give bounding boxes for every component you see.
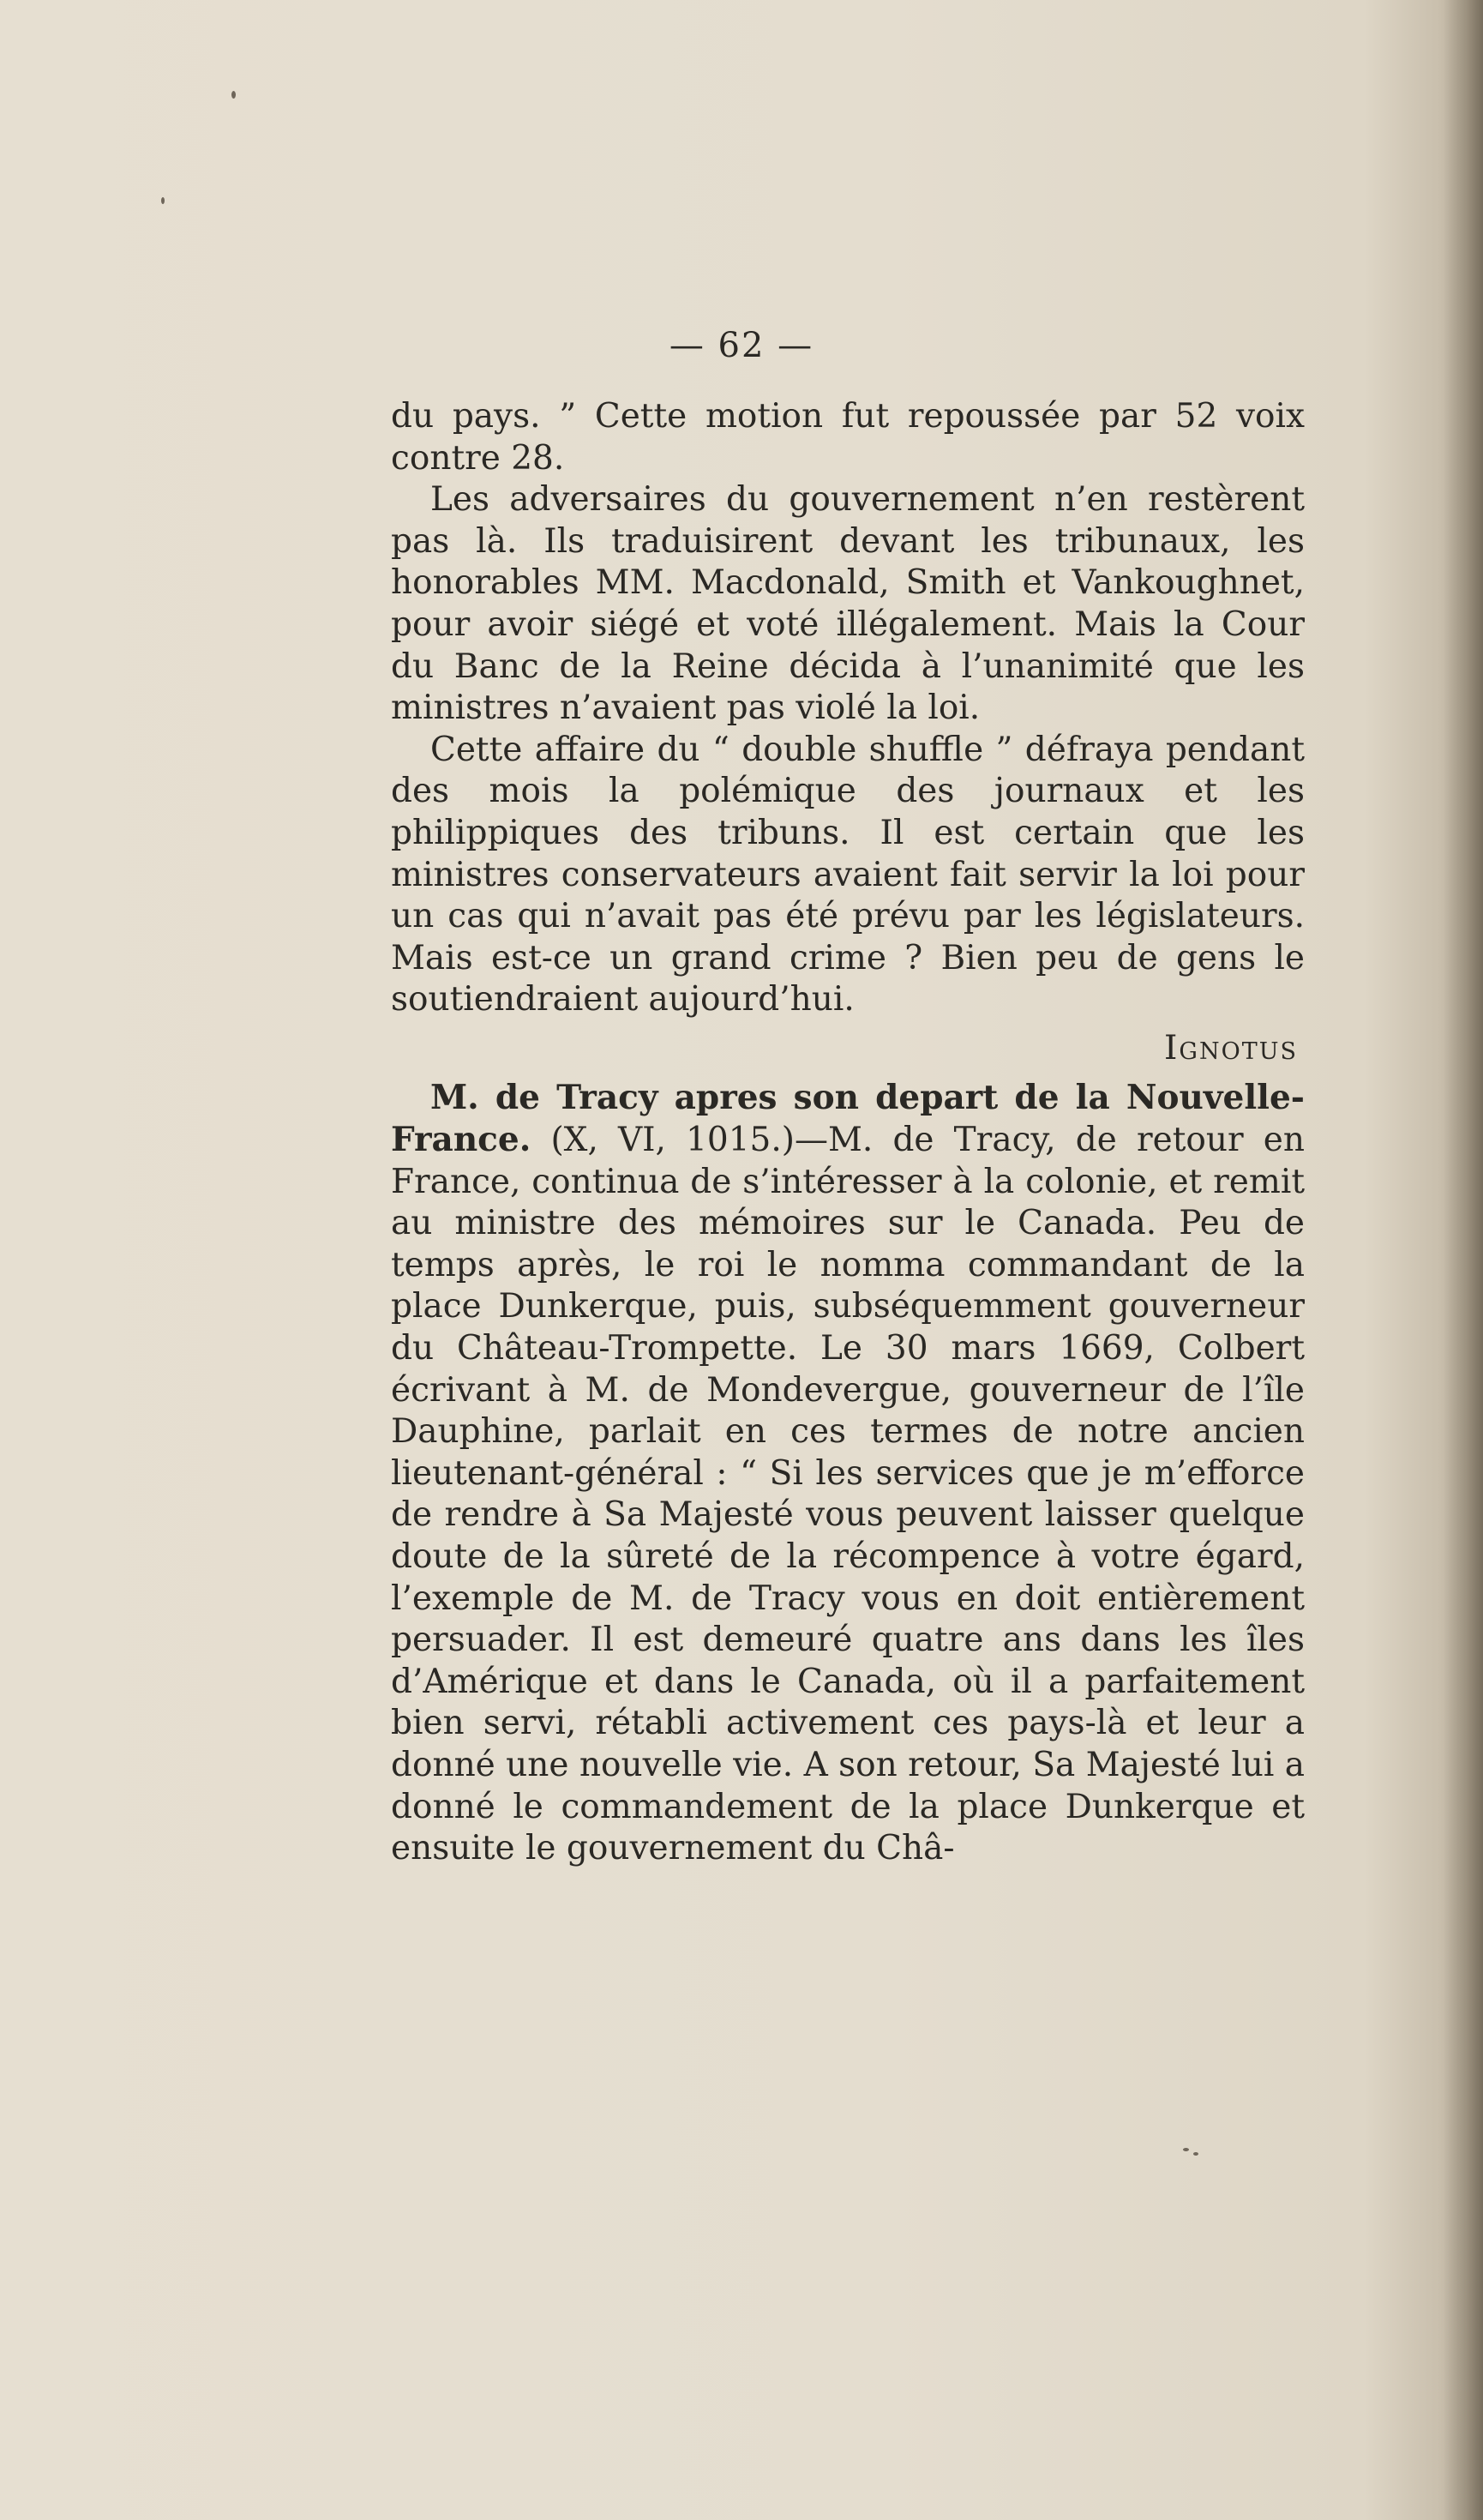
book-spine-shadow	[1444, 0, 1483, 2520]
paragraph: Les adversaires du gouvernement n’en restèrent pas là. Ils traduisirent devant les tribunaux, les honorables MM. Macdonald, Smith et Vankoughnet, pour avoir siégé et voté illégalement. Mais la Cour du Banc de la Reine décida à l’unanimité que les ministres n’avaient pas violé la loi.	[391, 480, 1305, 728]
paper-speck	[231, 91, 236, 99]
page-number: — 62 —	[669, 326, 814, 365]
paper-speck	[161, 197, 165, 204]
paper-speck	[1183, 2148, 1189, 2151]
article-paragraph	[391, 1077, 1305, 1870]
author-signature: Ignotus	[1164, 1028, 1298, 1068]
paragraph: Cette affaire du “ double shuffle ” défraya pendant des mois la polémique des journaux et les philippiques des tribuns. Il est certain que les ministres conservateurs avaient fait servir la loi pour un cas qui n’avait pas été prévu par les législateurs. Mais est-ce un grand crime ? Bien peu de gens le soutiendraient aujourd’hui.	[391, 730, 1305, 1019]
paper-speck	[1193, 2152, 1198, 2156]
article-reference: (X, VI, 1015.)—	[531, 1121, 828, 1160]
article-heading: M. de Tracy apres son depart de la Nouvelle-France.	[391, 1077, 1305, 1160]
article-body: M. de Tracy, de retour en France, continua de s’intéresser à la colonie, et remit au ministre des mémoires sur le Canada. Peu de temps après, le roi le nomma commandant de la place Dunkerque, puis, subséquemment gouverneur du Château-Trompette. Le 30 mars 1669, Colbert écrivant à M. de Mondevergue, gouverneur de l’île Dauphine, parlait en ces termes de notre ancien lieutenant-général : “ Si les services que je m’efforce de rendre à Sa Majesté vous peuvent laisser quelque doute de la sûreté de la récompence à votre égard, l’exemple de M. de Tracy vous en doit entièrement persuader. Il est demeuré quatre ans dans les îles d’Amérique et dans le Canada, où il a parfaitement bien servi, rétabli activement ces pays-là et leur a donné une nouvelle vie. A son retour, Sa Majesté lui a donné le commandement de la place Dunkerque et ensuite le gouvernement du Châ-	[391, 1121, 1305, 1868]
page-body	[391, 396, 1305, 1870]
paragraph: du pays. ” Cette motion fut repoussée par 52 voix contre 28.	[391, 397, 1305, 478]
